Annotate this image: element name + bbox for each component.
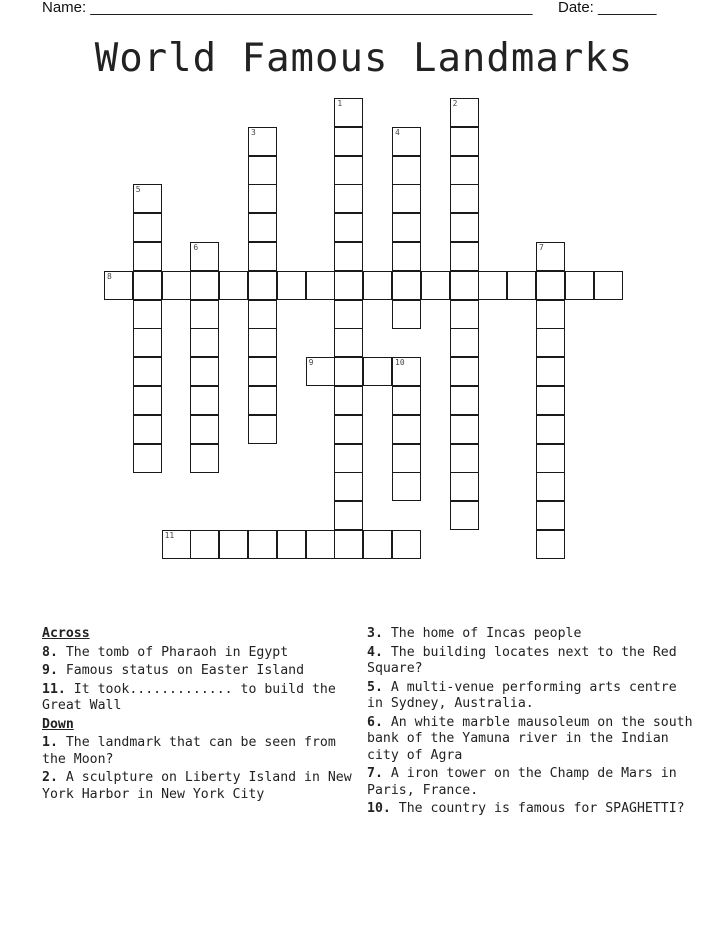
- crossword-cell[interactable]: [392, 357, 421, 386]
- crossword-cell[interactable]: [219, 530, 248, 559]
- crossword-cell[interactable]: [190, 242, 219, 271]
- crossword-cell[interactable]: [133, 300, 162, 329]
- crossword-cell[interactable]: [392, 530, 421, 559]
- clue-number: 2.: [42, 770, 58, 785]
- clue-number: 6.: [367, 714, 383, 730]
- clues-left-column: [42, 626, 362, 805]
- crossword-cell[interactable]: [306, 271, 335, 300]
- crossword-cell[interactable]: [248, 213, 277, 242]
- clue-text: The landmark that can be seen from the Moon?: [42, 735, 336, 767]
- clue-text: An white marble mausoleum on the south bank of the Yamuna river in the Indian city of Agra: [367, 714, 693, 763]
- clue-text: Famous status on Easter Island: [65, 663, 305, 678]
- crossword-cell[interactable]: [133, 184, 162, 213]
- clue-number: 7: [539, 243, 544, 252]
- crossword-cell[interactable]: [334, 357, 363, 386]
- clue-item: [42, 645, 362, 662]
- crossword-cell[interactable]: [536, 386, 565, 415]
- crossword-cell[interactable]: [133, 328, 162, 357]
- clue-number: 9: [308, 358, 314, 368]
- crossword-cell[interactable]: [392, 127, 421, 156]
- clue-text: It took............. to build the Great Wall: [42, 681, 336, 713]
- crossword-cell[interactable]: [536, 530, 565, 559]
- name-label: Name:: [42, 0, 87, 16]
- crossword-cell[interactable]: [392, 444, 421, 473]
- crossword-cell[interactable]: [133, 271, 162, 300]
- crossword-cell[interactable]: [334, 242, 363, 271]
- crossword-cell[interactable]: [334, 213, 363, 242]
- crossword-cell[interactable]: [565, 271, 594, 300]
- clue-number: 8: [107, 271, 112, 281]
- crossword-cell[interactable]: [536, 472, 565, 501]
- down-clue-list-continued: [367, 626, 697, 818]
- crossword-cell[interactable]: [248, 328, 277, 357]
- crossword-cell[interactable]: [190, 357, 219, 386]
- clue-number: 3: [251, 127, 256, 137]
- crossword-cell[interactable]: [421, 271, 450, 300]
- clue-number: 5: [135, 185, 141, 195]
- crossword-cell[interactable]: [190, 415, 219, 444]
- clue-number: 11: [164, 531, 175, 540]
- clue-number: 4: [395, 127, 400, 137]
- crossword-cell[interactable]: [392, 386, 421, 415]
- clue-number: 11.: [42, 681, 66, 697]
- clue-text: A multi-venue performing arts centre in Sydney, Australia.: [367, 679, 677, 711]
- crossword-cell[interactable]: [248, 357, 277, 386]
- clue-number: 1: [337, 99, 343, 108]
- crossword-cell[interactable]: [536, 242, 565, 271]
- crossword-cell[interactable]: [478, 271, 507, 300]
- crossword-cell[interactable]: [133, 386, 162, 415]
- clue-number: 10: [395, 358, 405, 368]
- clue-number: 10.: [367, 801, 391, 816]
- crossword-cell[interactable]: [248, 242, 277, 271]
- crossword-cell[interactable]: [306, 530, 335, 559]
- crossword-cell[interactable]: [392, 415, 421, 444]
- crossword-cell[interactable]: [334, 530, 363, 559]
- clue-text: The country is famous for SPAGHETTI?: [398, 801, 685, 816]
- crossword-cell[interactable]: [133, 444, 162, 473]
- clue-number: 6: [193, 243, 199, 252]
- clue-number: 5.: [367, 679, 383, 695]
- crossword-cell[interactable]: [450, 242, 479, 271]
- crossword-cell[interactable]: [104, 271, 133, 300]
- crossword-cell[interactable]: [450, 184, 479, 213]
- crossword-cell[interactable]: [450, 98, 479, 127]
- crossword-cell[interactable]: [392, 472, 421, 501]
- crossword-cell[interactable]: [392, 213, 421, 242]
- crossword-cell[interactable]: [536, 501, 565, 530]
- crossword-cell[interactable]: [392, 300, 421, 329]
- clue-item: [367, 645, 697, 678]
- crossword-cell[interactable]: [450, 300, 479, 329]
- clue-item: [367, 801, 697, 818]
- crossword-cell[interactable]: [133, 242, 162, 271]
- clue-number: 4.: [367, 644, 383, 660]
- clue-number: 3.: [367, 626, 383, 641]
- crossword-cell[interactable]: [248, 184, 277, 213]
- crossword-cell[interactable]: [277, 271, 306, 300]
- clue-item: [42, 735, 362, 768]
- crossword-cell[interactable]: [450, 328, 479, 357]
- crossword-cell[interactable]: [334, 156, 363, 185]
- crossword-cell[interactable]: [450, 472, 479, 501]
- clue-item: [367, 715, 697, 765]
- crossword-cell[interactable]: [450, 127, 479, 156]
- down-heading: Down: [42, 716, 74, 732]
- crossword-cell[interactable]: [450, 357, 479, 386]
- clue-number: 7.: [367, 766, 383, 781]
- crossword-cell[interactable]: [392, 271, 421, 300]
- crossword-cell[interactable]: [248, 415, 277, 444]
- crossword-cell[interactable]: [248, 127, 277, 156]
- crossword-cell[interactable]: [450, 386, 479, 415]
- clue-text: The tomb of Pharaoh in Egypt: [65, 644, 289, 660]
- crossword-cell[interactable]: [334, 328, 363, 357]
- crossword-cell[interactable]: [392, 242, 421, 271]
- crossword-cell[interactable]: [162, 530, 191, 559]
- crossword-cell[interactable]: [162, 271, 191, 300]
- clue-item: [42, 663, 362, 680]
- clue-text: The home of Incas people: [390, 626, 582, 641]
- crossword-cell[interactable]: [277, 530, 306, 559]
- crossword-cell[interactable]: [248, 156, 277, 185]
- crossword-cell[interactable]: [248, 386, 277, 415]
- crossword-cell[interactable]: [450, 271, 479, 300]
- crossword-cell[interactable]: [507, 271, 536, 300]
- clues-right-column: [367, 626, 697, 820]
- crossword-cell[interactable]: [334, 501, 363, 530]
- name-line[interactable]: _____________________________________________________: [90, 0, 533, 16]
- crossword-cell[interactable]: [219, 271, 248, 300]
- crossword-cell[interactable]: [450, 501, 479, 530]
- crossword-cell[interactable]: [450, 213, 479, 242]
- crossword-cell[interactable]: [334, 98, 363, 127]
- crossword-cell[interactable]: [536, 328, 565, 357]
- clue-item: [42, 682, 362, 715]
- crossword-cell[interactable]: [594, 271, 623, 300]
- crossword-cell[interactable]: [363, 530, 392, 559]
- crossword-cell[interactable]: [248, 300, 277, 329]
- crossword-cell[interactable]: [190, 300, 219, 329]
- clue-text: A iron tower on the Champ de Mars in Paris, France.: [367, 766, 677, 798]
- crossword-cell[interactable]: [334, 415, 363, 444]
- clue-number: 2: [452, 99, 458, 108]
- crossword-cell[interactable]: [536, 271, 565, 300]
- clue-number: 8.: [42, 644, 58, 660]
- clue-item: [42, 770, 362, 803]
- crossword-cell[interactable]: [334, 184, 363, 213]
- crossword-cell[interactable]: [306, 357, 335, 386]
- date-label: Date:: [558, 0, 594, 16]
- across-heading: Across: [42, 626, 90, 641]
- down-clue-list: [42, 735, 362, 803]
- crossword-cell[interactable]: [536, 444, 565, 473]
- clue-text: The building locates next to the Red Square?: [367, 644, 677, 676]
- crossword-cell[interactable]: [334, 271, 363, 300]
- crossword-cell[interactable]: [450, 444, 479, 473]
- clue-item: [367, 626, 697, 643]
- crossword-cell[interactable]: [392, 184, 421, 213]
- across-clue-list: [42, 645, 362, 715]
- crossword-cell[interactable]: [133, 415, 162, 444]
- crossword-cell[interactable]: [334, 300, 363, 329]
- page-title: World Famous Landmarks: [94, 36, 634, 81]
- crossword-cell[interactable]: [363, 357, 392, 386]
- crossword-cell[interactable]: [190, 271, 219, 300]
- crossword-cell[interactable]: [334, 127, 363, 156]
- crossword-cell[interactable]: [334, 472, 363, 501]
- crossword-cell[interactable]: [536, 300, 565, 329]
- crossword-cell[interactable]: [536, 415, 565, 444]
- crossword-cell[interactable]: [190, 328, 219, 357]
- clue-item: [367, 680, 697, 713]
- clue-number: 1.: [42, 735, 58, 750]
- crossword-cell[interactable]: [248, 271, 277, 300]
- clue-item: [367, 766, 697, 799]
- crossword-cell[interactable]: [133, 357, 162, 386]
- crossword-cell[interactable]: [536, 357, 565, 386]
- crossword-cell[interactable]: [133, 213, 162, 242]
- crossword-cell[interactable]: [190, 386, 219, 415]
- crossword-cell[interactable]: [363, 271, 392, 300]
- clue-text: A sculpture on Liberty Island in New York Harbor in New York City: [42, 770, 352, 802]
- clue-number: 9.: [42, 663, 58, 678]
- crossword-cell[interactable]: [450, 156, 479, 185]
- crossword-cell[interactable]: [392, 156, 421, 185]
- crossword-cell[interactable]: [190, 444, 219, 473]
- crossword-cell[interactable]: [334, 444, 363, 473]
- crossword-cell[interactable]: [248, 530, 277, 559]
- crossword-cell[interactable]: [450, 415, 479, 444]
- date-line[interactable]: _______: [598, 0, 657, 16]
- crossword-cell[interactable]: [334, 386, 363, 415]
- crossword-cell[interactable]: [190, 530, 219, 559]
